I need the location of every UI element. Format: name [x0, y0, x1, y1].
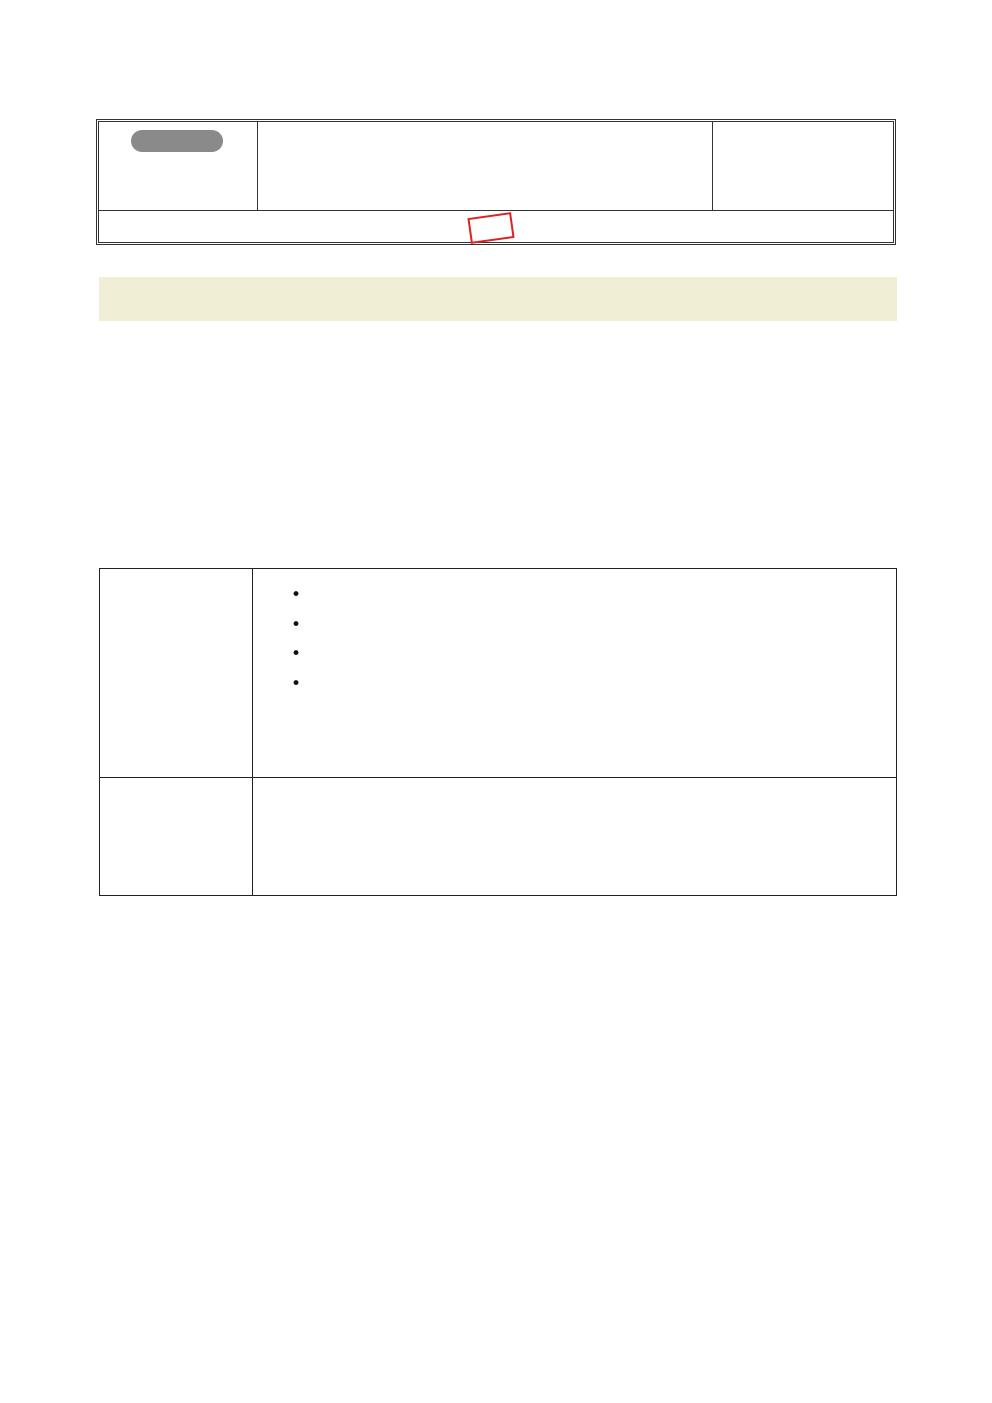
- banner-bottom-color-bar: [99, 321, 897, 329]
- info-table: [99, 568, 897, 896]
- vote-content: [253, 778, 897, 896]
- table-row: [100, 778, 897, 896]
- header-top-row: [99, 122, 893, 211]
- banner-title: [99, 277, 897, 321]
- schedule-label: [100, 569, 253, 778]
- title-banner: [99, 269, 897, 329]
- table-row: [100, 569, 897, 778]
- list-item: [269, 611, 896, 641]
- slogan: [99, 210, 893, 245]
- motto-badge: [131, 130, 223, 152]
- list-item: [269, 640, 896, 670]
- vote-label: [100, 778, 253, 896]
- innovation-school-stamp: [467, 212, 514, 244]
- department-cell: [712, 122, 893, 210]
- schedule-content: [253, 569, 897, 778]
- header-table: [96, 119, 896, 245]
- page-title: [257, 122, 713, 210]
- list-item: [269, 581, 896, 611]
- motto-cell: [99, 122, 258, 210]
- list-item: [269, 670, 896, 700]
- banner-top-color-bar: [99, 269, 897, 277]
